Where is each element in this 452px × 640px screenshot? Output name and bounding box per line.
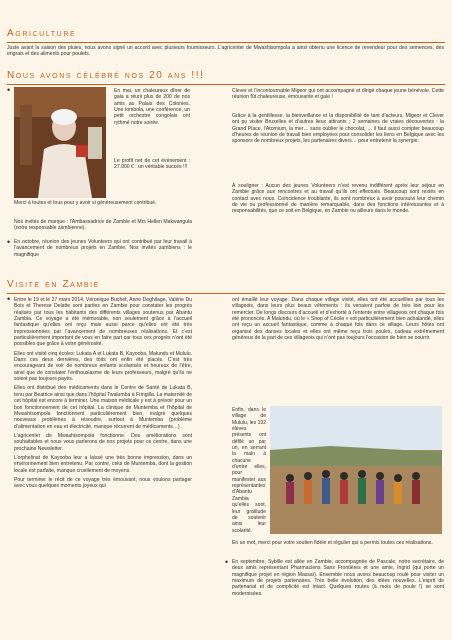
volunteers-note-text: À souligner : Aucun des jeunes Volunteers n’est revenu indifférent après leur séjour en Zambie grâce aux rencontres et au travail qu’ils ont effectués. Beaucoup sont restés en contact avec nous. Coïncidence troublante, ils sont nombreux à avoir poursuivi leur chemin de vie ou professionnel de manière remarquable, dans des fonctions intéressantes et à responsabilités, que ce soit en Belgique, en Zambie ou ailleurs dans le monde. xyxy=(232,183,444,215)
visit-left-column xyxy=(14,297,192,493)
bullet-icon: • xyxy=(7,294,11,304)
visit-paragraph: L’orphelinat de Kayooba leur a laissé une très bonne impression, dans un environnement bien entretenu. Par contre, celui de Muntemba, dont la gestion locale est parfaite, manque cruellement de moyens. xyxy=(14,454,192,474)
visit-paragraph: Elles ont distribué des médicaments dans le Centre de Santé de Lukata B, tenu par Beatrice ainsi que dans l’hôpital Twalumba à Fringilla. La maternité de cet hôpital est encore à terminer. Une maison médicale y est à prévoir pour un bon fonctionnement de cet hôpital. La clinique de Muntemba et l’hôpital de Mwashisompola fonctionnent particulièrement bien, malgré quelques nouveaux problèmes à résoudre, surtout à Muntemba (problème d’alimentation en eau et électricité, manque récurrent de médicaments…). xyxy=(14,385,193,430)
volunteers-text: Clever et l’incontournable Migeor qui ont accompagné et dirigé chaque jeune bénévole. Cette réunion fût chaleureuse, émouvante et gaie ! xyxy=(232,88,444,101)
october-text: En octobre, réunion des jeunes Volunteers qui ont contribué par leur travail à l’avancement de nombreux projets en Zambie. Nos invités zambiens : le magnifique xyxy=(14,239,192,258)
visit-paragraph: Elles ont visité cinq écoles: Lukata A et Lukata B, Kayooba, Malundu et Mululu. Dans ces deux dernières, des toits ont enfin été placés. C’est très encourageant de voir de nombreux enfants scolarisés et heureux de l’être, ainsi que de constater l’enthousiasme de leurs professeurs, malgré qu’ils ne soient pas toujours payés. xyxy=(14,350,192,383)
profit-text: Le profit net de cet événement : 27.000 € : un véritable succès !!! xyxy=(114,158,190,171)
visit-villages-text: ont émaillé leur voyage. Dans chaque village visité, elles ont été accueillies par tous les villageois, dans leurs plus beaux vêtements : ils venaient parfois de très loin pour les remercier. De longs discours d’accueil et d’exhorté à l’entente entre villageois ont chaque fois été prononcés. A Malundu, où le « Shop of Cécile » est particulièrement bien achalandé, elles ont reçu un accueil fantastique, comme à chaque fois dans ce village. Leurs hôtes ont organisé des danses locales et elles ont même reçu trois poules, cadeau extrêmement généreux de la part de ces villageois qui n’ont pas toujours l’occasion de bien se nourrir. xyxy=(232,297,444,342)
thanks-text: Merci à toutes et tous pour y avoir si généreusement contribué. xyxy=(14,200,157,206)
guests-text: Nos invités de marque : l’Ambassadrice de Zambie et Mrs Hellen Makwangula (notre responsable zambienne). xyxy=(14,219,192,232)
agriculture-heading: Agriculture xyxy=(7,28,77,39)
visit-paragraph: Pour terminer le récit de ce voyage très émouvant, nous voulons partager avec vous quelques moments joyeux qui xyxy=(14,476,192,490)
zambia-visit-heading: Visite en Zambie xyxy=(7,279,100,290)
agriculture-rule xyxy=(7,42,445,43)
visit-belgium-text: Grâce à la gentillesse, la bienveillance et la disponibilité de tant d’acteurs, Migeor et Clever ont pu visiter Bruxelles et d’autres lieux attirants ; 2 semaines de vraies découvertes : la Grand Place, l’Atomium, la mer… sans oublier le chocolat, … il faut aussi compter beaucoup d’heures de réunion de travail bien employées pour consolider les liens en Belgique avec les sponsors de nombreux projets, les partenaires divers… pour entretenir la synergie. xyxy=(232,113,444,145)
gala-photo xyxy=(14,87,106,198)
agriculture-text: Juste avant la saison des pluies, nous avons signé un accord avec plusieurs fournisseurs. L’agricenter de Mwashisompola a ainsi obtenu une licence de revendeur pour des semences, des engrais et des aliments pour poulets. xyxy=(7,45,444,58)
anniversary-rule xyxy=(7,84,445,85)
thank-you-text: En un mot, merci pour votre soutien fidèle et régulier qui a permis toutes ces réalisations. xyxy=(232,540,433,546)
anniversary-heading: Nous avons célébré nos 20 ans !!! xyxy=(7,70,205,81)
bullet-icon: • xyxy=(225,557,229,567)
visit-paragraph: Entre le 19 et le 27 mars 2014, Véronique Buchet, Anne Deghilage, Valérie Du Bois et Therese Delatte sont parties en Zambie pour constater les progrès réalisés par tous les habitants des différents villages soutenus par Abantu Zambia. Ce voyage a été mémorable, non seulement grâce à l’accueil fantastique qu’elles ont reçu mais aussi parce qu’elles ont été très impressionnées par l’avancement de nombreuses réalisations. Et c’est particulièrement important de vous en faire part car tous ces progrès n’ont été possibles que grâce à votre générosité. xyxy=(14,297,192,348)
visit-paragraph: L’agricenter de Mwashisompola fonctionne. Des améliorations sont souhaitables et nous vous parlerons de nos projets pour ce centre, dans une prochaine Newsletter. xyxy=(14,432,192,452)
bullet-icon: • xyxy=(7,237,11,247)
gala-text: En mai, un chaleureux dîner de gala a réuni plus de 200 de nos amis au Palais des Colonies. Une tombola, une conférence, un petit orchestre congolais ont rythmé notre soirée. xyxy=(114,88,190,126)
zambia-visit-rule xyxy=(7,293,445,294)
mululu-text: Enfin, dans le village de Mululu, les 192 élèves présents ont défilé un par un, en serrant la main à chacune d’entre elles, pour manifester aux représentantes d’Abantu Zambia qu’elles sont, leur gratitude de soutenir ainsi leur scolarité. xyxy=(232,407,266,534)
september-trip-text: En septembre, Sybille est allée en Zambie, accompagnée de Pascale, notre secrétaire, de deux amis représentant Pharmaciens Sans Frontières et une amie, Ingrid (qui porte un magnifique projet en région Massaï). Ensemble nous avons beaucoup roulé pour visiter un maximum de projets partenaires. Très belle évolution, des idées nouvelles. L’esprit de partenariat et de complicité est intact. Quelques routes (à mois de poule !) se sont modernisées. xyxy=(232,559,444,597)
bullet-icon: • xyxy=(7,85,11,95)
school-children-photo xyxy=(270,406,442,534)
